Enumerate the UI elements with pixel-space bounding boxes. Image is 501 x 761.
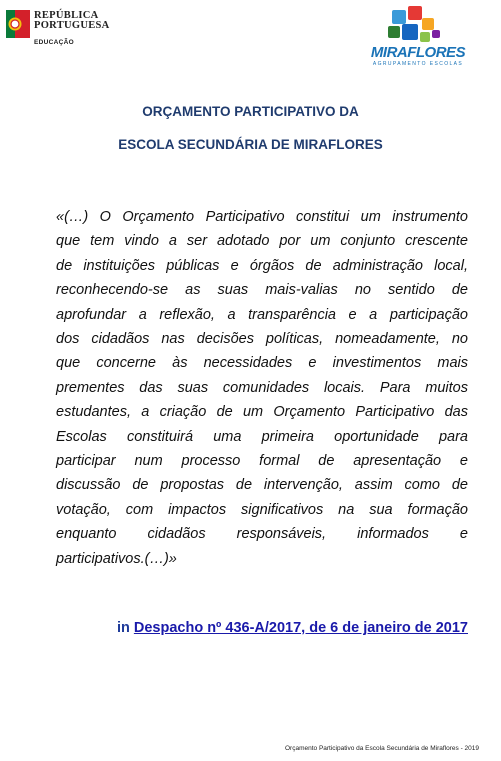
page-footer: Orçamento Participativo da Escola Secundária de Miraflores - 2019 (284, 745, 479, 752)
page-header (0, 0, 501, 80)
citation-prefix: in (116, 620, 130, 636)
quote-line: discussão de propostas de intervenção, assim como de (56, 477, 468, 494)
quote-line: Escolas constituirá uma primeira oportunidade para (56, 428, 468, 445)
quote-line: enquanto cidadãos responsáveis, informados e (56, 526, 468, 543)
quote-line: que tem vindo a ser adotado por um conjunto crescente (56, 233, 468, 250)
document-title-line1: ORÇAMENTO PARTICIPATIVO DA (142, 104, 359, 119)
miraflores-logo-subtitle: AGRUPAMENTO ESCOLAS (372, 61, 464, 67)
miraflores-logo-text: MIRAFLORES (370, 44, 466, 61)
quote-line: de instituições públicas e órgãos de administração local, (56, 257, 468, 274)
quote-line: prementes das suas comunidades locais. Para muitos (56, 379, 468, 396)
quote-block (56, 205, 468, 571)
document-title-line2: ESCOLA SECUNDÁRIA DE MIRAFLORES (118, 137, 383, 152)
quote-line: que concerne às necessidades e investimentos mais (56, 355, 468, 372)
republica-portuguesa-logo (6, 6, 126, 46)
quote-line: «(…) O Orçamento Participativo constitui um instrumento (56, 209, 468, 225)
quote-line: aprofundar a reflexão, a transparência e a participação (56, 306, 468, 323)
quote-line: votação, com impactos significativos na sua formação (56, 501, 468, 518)
quote-line: estudantes, a criação de um Orçamento Participativo das (56, 404, 468, 421)
quote-line: reconhecendo-se as suas mais-valias no sentido de (56, 282, 468, 299)
miraflores-school-logo (366, 6, 470, 72)
miraflores-squares-icon (366, 6, 470, 46)
republica-portuguesa-name: REPÚBLICA PORTUGUESA (34, 10, 110, 31)
quote-line: participar num processo formal de apresentação e (56, 453, 468, 470)
educacao-label: EDUCAÇÃO (34, 39, 74, 46)
citation (117, 620, 468, 636)
quote-line: dos cidadãos nas decisões políticas, nomeadamente, no (56, 331, 468, 348)
portuguese-flag-emblem-icon (6, 10, 30, 38)
quote-line: participativos.(…)» (56, 550, 177, 567)
despacho-link[interactable]: Despacho nº 436-A/2017, de 6 de janeiro de 2017 (133, 620, 468, 636)
